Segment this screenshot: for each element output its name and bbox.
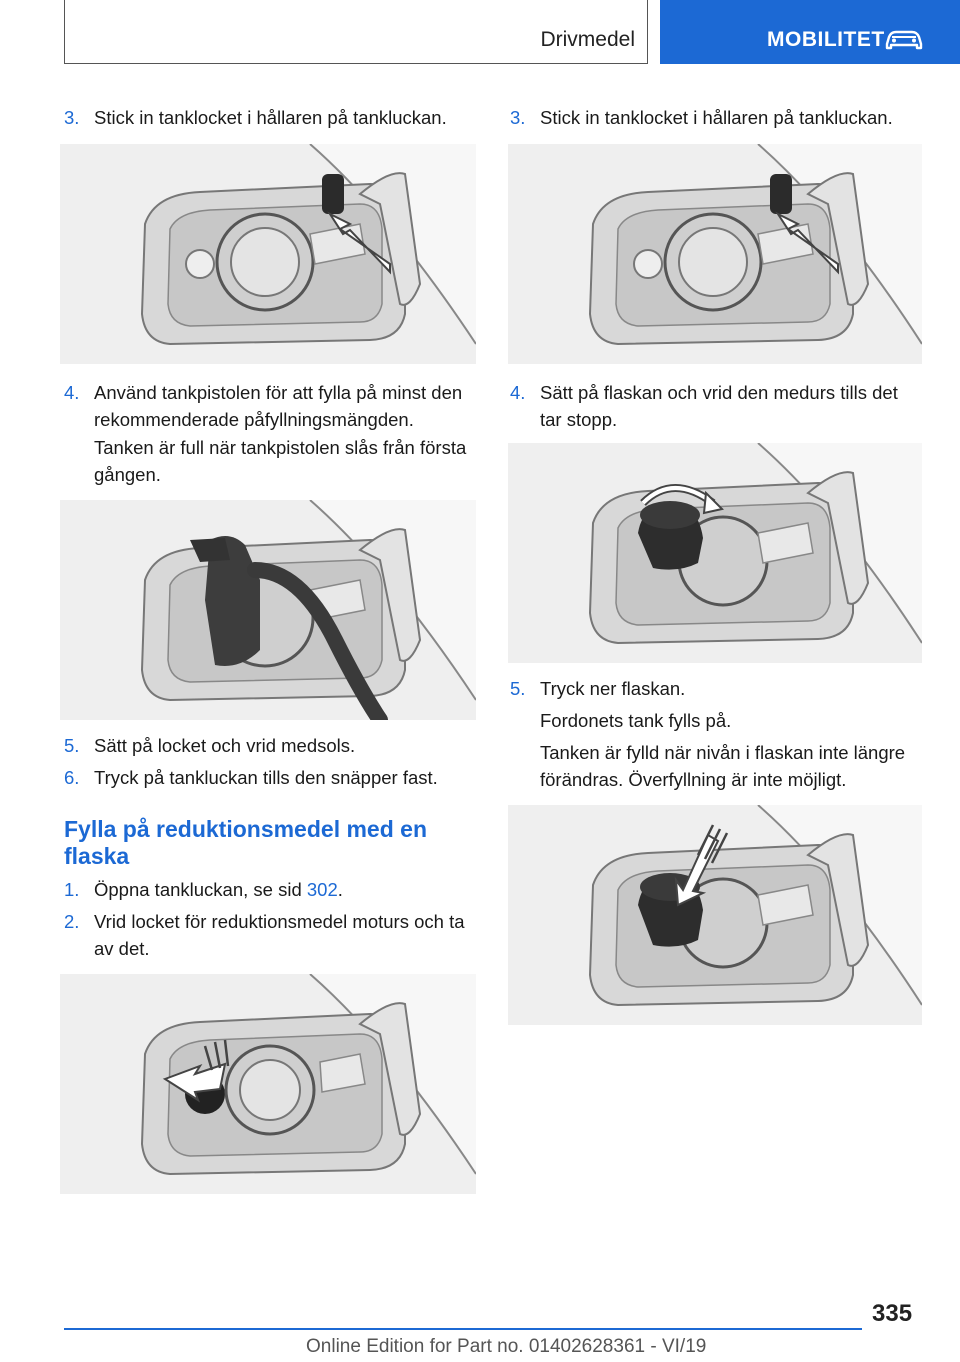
step-number: 4. — [64, 382, 80, 403]
left-step-4-note-line1: Tanken är full när tankpistolen slås från första — [94, 437, 467, 458]
step-text-line2: av det. — [94, 938, 150, 959]
step-text: Sätt på locket och vrid medsols. — [94, 735, 356, 756]
footer-edition: Online Edition for Part no. 01402628361 - VI/19 — [306, 1336, 707, 1357]
step-number: 5. — [64, 735, 80, 756]
figure-press-bottle — [508, 805, 922, 1025]
section-heading-line2: flaska — [64, 843, 130, 869]
step-text-line2: rekommenderade påfyllningsmängden. — [94, 409, 414, 430]
figure-cap-in-holder — [60, 144, 476, 364]
step-text-line1: Vrid locket för reduktionsmedel moturs och ta — [94, 911, 465, 932]
figure-twist-bottle — [508, 443, 922, 663]
step-number: 3. — [64, 107, 80, 128]
step-text: Stick in tanklocket i hållaren på tankluckan. — [540, 107, 893, 128]
page-link-302[interactable]: 302 — [306, 879, 338, 900]
figure-turn-reductant-cap — [60, 974, 476, 1194]
header-section — [64, 0, 648, 64]
section-heading-line1: Fylla på reduktionsmedel med en — [64, 816, 427, 842]
page-number: 335 — [872, 1300, 913, 1327]
step-number: 6. — [64, 767, 80, 788]
step-suffix: . — [337, 879, 343, 900]
step-text: Stick in tanklocket i hållaren på tankluckan. — [94, 107, 447, 128]
step-number: 3. — [510, 107, 526, 128]
step-text: Tryck ner flaskan. — [540, 678, 686, 699]
step-text-line1: Använd tankpistolen för att fylla på minst den — [94, 382, 463, 403]
car-icon — [884, 29, 924, 51]
figure-fuel-nozzle — [60, 500, 476, 720]
right-note-2-line1: Tanken är fylld när nivån i flaskan inte längre — [540, 742, 906, 763]
tab-label: MOBILITET — [767, 28, 885, 51]
step-text-line1: Sätt på flaskan och vrid den medurs tills det — [540, 382, 898, 403]
header-tab[interactable] — [660, 0, 960, 64]
figure-cap-in-holder-right — [508, 144, 922, 364]
section-title: Drivmedel — [540, 28, 635, 51]
right-note-1: Fordonets tank fylls på. — [540, 710, 732, 731]
step-text-line2: tar stopp. — [540, 409, 618, 430]
step-text-wrap — [94, 876, 343, 903]
step-text: Öppna tankluckan, se sid — [94, 879, 307, 900]
step-number: 4. — [510, 382, 526, 403]
left-step-4-note-line2: gången. — [94, 464, 161, 485]
right-note-2-line2: förändras. Överfyllning är inte möjligt. — [540, 769, 847, 790]
step-number: 2. — [64, 911, 80, 932]
step-number: 1. — [64, 879, 80, 900]
step-text: Tryck på tankluckan tills den snäpper fast. — [94, 767, 438, 788]
step-number: 5. — [510, 678, 526, 699]
footer-divider — [64, 1328, 862, 1330]
